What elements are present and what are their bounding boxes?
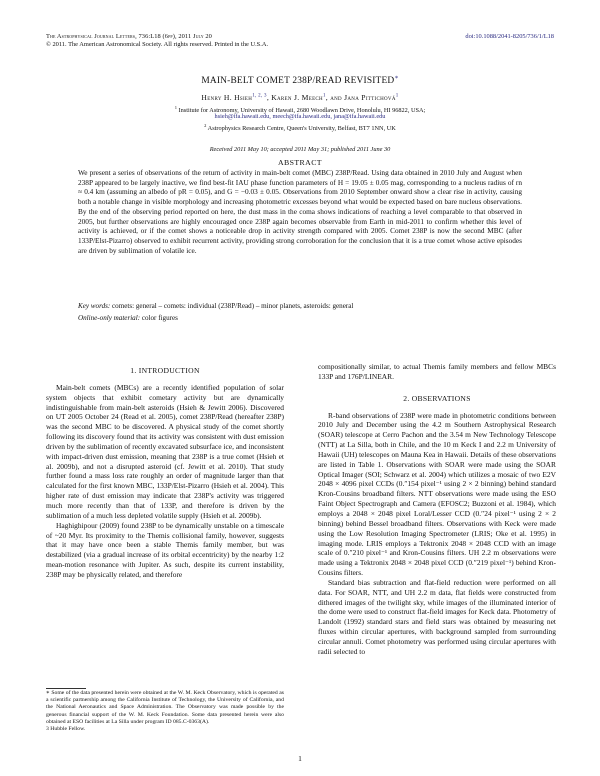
author-name: Karen J. Meech (271, 93, 323, 102)
right-column (318, 362, 556, 657)
author-list: Henry H. Hsieh$^{1, 2, 3}$, Karen J. Meech$^1$, and Jana Pittichová$^1$ (201, 93, 399, 102)
paragraph: Main-belt comets (MBCs) are a recently identified population of solar system objects that exhibit cometary activity but are dynamically indistinguishable from main-belt asteroids (Hsieh & Jewitt 2006). Discovered on UT 2005 October 24 (Read et al. 2005), comet 238P/Read (hereafter 238P) was the second MBC to be discovered. A physical study of the comet shortly following its discovery found that its activity was consistent with dust emission driven by the sublimation of recently excavated subsurface ice, and inconsistent with impact-driven dust emission, meaning that 238P is a true comet (Hsieh et al. 2009b), and not a disrupted asteroid (cf. Jewitt et al. 2010). That study further found a mass loss rate roughly an order of magnitude larger than that calculated for the first known MBC, 133P/Elst-Pizarro (Hsieh et al. 2004). This higher rate of dust emission may indicate that 238P's activity was triggered much more recently than that of 133P, and therefore is driven by the sublimation of a much less depleted volatile supply (Hsieh et al. 2009b). (46, 382, 284, 520)
author-affil-mark[interactable]: 1, 2, 3 (252, 93, 267, 99)
online-material-value: color figures (141, 314, 178, 322)
keywords-value: comets: general – comets: individual (238P/Read) – minor planets, asteroids: general (112, 302, 354, 310)
section-heading-introduction: 1. INTRODUCTION (130, 366, 200, 375)
author-name: Jana Pittichová (344, 93, 396, 102)
abstract-heading: ABSTRACT (278, 158, 322, 167)
abstract-text: We present a series of observations of the return of activity in main-belt comet (MBC) 238P/Read. Using data obtained in 2010 July and August when 238P appeared to be largely inactive, we find best-fit IAU phase function parameters of H = 19.05 ± 0.05 mag, corresponding to a nucleus radius of rn ≈ 0.4 km (assuming an albedo of pR = 0.05), and G = −0.03 ± 0.05. Observations from 2010 September onward show a clear rise in activity, causing both a notable change in visible morphology and increasing photometric excesses beyond what would be expected based on bare nucleus observations. By the end of the observing period reported on here, the dust mass in the coma shows indications of reaching a level comparable to that observed in 2005, but further observations are highly encouraged once 238P again becomes observable from Earth in mid-2011 to confirm whether this level of activity is achieved, or if the comet shows a noticeable drop in activity strength compared with 2005. Comet 238P is now the second MBC (after 133P/Elst-Pizarro) observed to exhibit recurrent activity, providing strong corroboration for the conclusion that it is a true comet whose active episodes are driven by sublimation of volatile ice. (78, 168, 522, 255)
title-footnote-mark[interactable]: ∗ (394, 75, 399, 81)
left-column (46, 362, 284, 580)
keywords-line (78, 302, 522, 312)
section-heading-observations: 2. OBSERVATIONS (403, 393, 471, 403)
affiliation-2: $^2$ Astrophysics Research Centre, Queen's University, Belfast, BT7 1NN, UK (204, 123, 396, 133)
paragraph: compositionally similar, to actual Themis family members and fellow MBCs 133P and 176P/LINEAR. (318, 362, 556, 381)
received-dates: Received 2011 May 10; accepted 2011 May 31; published 2011 June 30 (209, 146, 391, 153)
page-number: 1 (298, 754, 302, 763)
online-material-label: Online-only material: (78, 314, 141, 322)
title-text: MAIN-BELT COMET 238P/READ REVISITED (201, 76, 395, 87)
affiliation-1: $^1$ Institute for Astronomy, University of Hawaii, 2680 Woodlawn Drive, Honolulu, HI 96822, USA; (174, 105, 426, 115)
paragraph: R-band observations of 238P were made in photometric conditions between 2010 July and December using the 4.2 m Southern Astrophysical Research (SOAR) telescope at Cerro Pachon and the 3.54 m New Technology Telescope (NTT) at La Silla, both in Chile, and the 10 m Keck I and 2.2 m University of Hawaii (UH) telescopes on Mauna Kea in Hawaii. Details of these observations are listed in Table 1. Observations with SOAR were made using the SOAR Optical Imager (SOI; Schwarz et al. 2004) which utilizes a mosaic of two E2V 2048 × 4096 pixel CCDs (0.″154 pixel⁻¹ using 2 × 2 binning) behind standard Kron-Cousins broadband filters. NTT observations were made using the ESO Faint Object Spectrograph and Camera (EFOSC2; Buzzoni et al. 1984), which employs a 2048 × 2048 pixel Loral/Lesser CCD (0.″24 pixel⁻¹ using 2 × 2 binning) behind Bessel broadband filters. Observations with Keck were made using the Low Resolution Imaging Spectrometer (LRIS; Oke et al. 1995) in imaging mode. LRIS employs a Tektronix 2048 × 2048 CCD with an image scale of 0.″210 pixel⁻¹ and Kron-Cousins filters. UH 2.2 m observations were made using a Tektronix 2048 × 2048 pixel CCD (0.″219 pixel⁻¹) behind Kron-Cousins filters. (318, 410, 556, 578)
doi-link[interactable]: doi:10.1088/2041-8205/736/1/L18 (465, 33, 554, 40)
footnote: ∗ Some of the data presented herein were obtained at the W. M. Keck Observatory, which is operated as a scientific partnership among the California Institute of Technology, the University of California, and the National Aeronautics and Space Administration. The Observatory was made possible by the generous financial support of the W. M. Keck Foundation. Some data presented herein were also obtained at ESO facilities at La Silla under program ID 085.C-0363(A). (46, 690, 284, 725)
footnotes (46, 690, 284, 733)
paragraph: Haghighipour (2009) found 238P to be dynamically unstable on a timescale of ~20 Myr. Its proximity to the Themis collisional family, however, suggests that it may have once been a stable Themis family member, but was destabilized (via a gradual increase of its orbital eccentricity) by the nearby 1:2 mean-motion resonance with Jupiter. As such, despite its current instability, 238P may be physically related, and therefore (46, 520, 284, 579)
author-affil-mark[interactable]: 1 (322, 93, 326, 99)
journal-header (46, 33, 268, 50)
paragraph: Standard bias subtraction and flat-field reduction were performed on all data. For SOAR, NTT, and UH 2.2 m data, flat fields were constructed from dithered images of the twilight sky, while images of the illuminated interior of the dome were used to construct flat-field images for Keck data. Photometry of Landolt (1992) standard stars and field stars was obtained by measuring net fluxes within circular apertures, with background sampled from surrounding circular annuli. Comet photometry was performed using circular apertures with radii selected to (318, 577, 556, 656)
keywords-label: Key words: (78, 302, 111, 310)
author-emails[interactable]: hsieh@ifa.hawaii.edu, meech@ifa.hawaii.edu, jana@ifa.hawaii.edu (214, 113, 386, 120)
journal-line: The Astrophysical Journal Letters, 736:L18 (6pp), 2011 July 20 (46, 33, 212, 40)
author-name: Henry H. Hsieh (201, 93, 253, 102)
footnote-divider (46, 688, 86, 689)
author-affil-mark[interactable]: 1 (395, 93, 399, 99)
footnote: 3 Hubble Fellow. (46, 726, 86, 733)
online-material-line (78, 314, 522, 322)
paper-title (0, 74, 600, 86)
copyright-line: © 2011. The American Astronomical Society. All rights reserved. Printed in the U.S.A. (46, 41, 269, 49)
